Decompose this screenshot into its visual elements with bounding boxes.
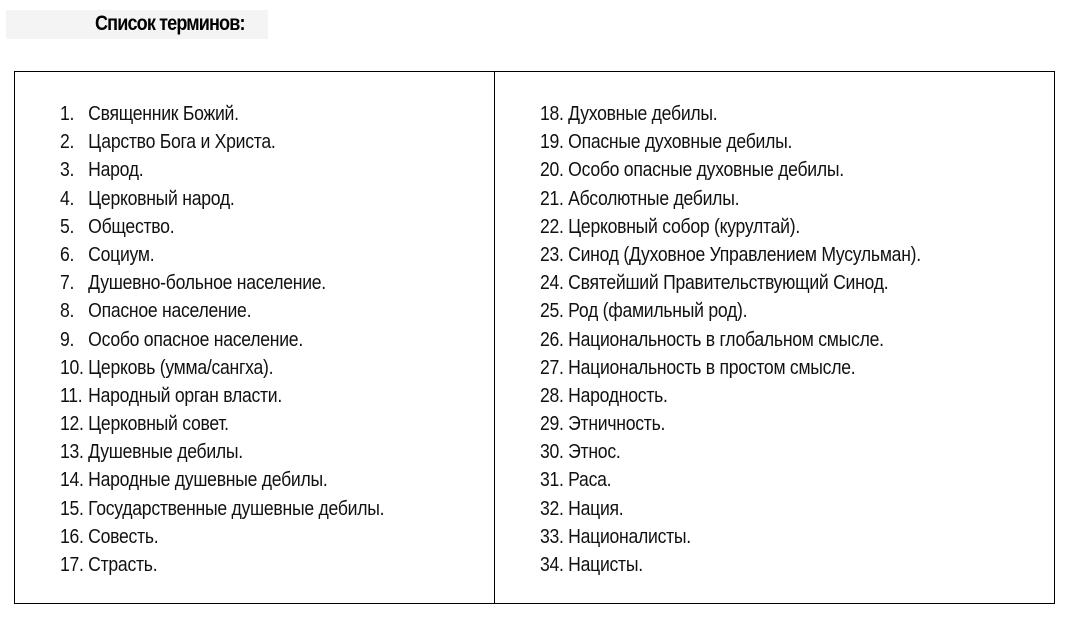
term-item <box>540 354 921 382</box>
term-label: Духовные дебилы. <box>568 103 718 125</box>
term-label: Душевно-больное население. <box>88 272 326 295</box>
term-item <box>540 410 921 438</box>
term-item <box>60 241 384 269</box>
term-label: Род (фамильный род). <box>568 300 748 323</box>
term-label: Народ. <box>88 159 144 182</box>
term-item <box>540 523 921 551</box>
term-number: 2. <box>60 131 75 154</box>
term-label: Церковь (умма/сангха). <box>88 356 274 379</box>
terms-table <box>14 71 1055 604</box>
term-item <box>60 269 384 297</box>
term-item <box>540 326 921 354</box>
term-label: Государственные душевные дебилы. <box>88 497 385 520</box>
term-number: 7. <box>60 272 75 295</box>
term-item <box>60 128 384 156</box>
term-label: Церковный совет. <box>88 413 229 436</box>
terms-column-left <box>15 72 495 603</box>
term-number: 1. <box>60 103 75 125</box>
terms-column-right <box>495 72 1054 603</box>
term-item <box>60 297 384 325</box>
term-number: 4. <box>60 187 75 210</box>
term-label: Народный орган власти. <box>88 384 282 407</box>
term-item <box>540 269 921 297</box>
term-item <box>60 156 384 184</box>
term-label: Особо опасные духовные дебилы. <box>568 159 844 182</box>
term-label: Душевные дебилы. <box>88 441 243 464</box>
term-item <box>540 382 921 410</box>
term-item <box>540 213 921 241</box>
term-number: 24. <box>540 272 564 295</box>
term-item <box>60 354 384 382</box>
term-number: 9. <box>60 328 75 351</box>
term-number: 18. <box>540 103 564 125</box>
term-item <box>540 495 921 523</box>
term-number: 27. <box>540 356 564 379</box>
term-item <box>60 438 384 466</box>
term-item <box>540 100 921 128</box>
term-item <box>60 100 384 128</box>
term-number: 31. <box>540 469 564 492</box>
term-item <box>540 551 921 579</box>
term-label: Церковный народ. <box>88 187 235 210</box>
term-item <box>540 156 921 184</box>
term-label: Священник Божий. <box>88 103 239 125</box>
terms-list-right <box>540 100 973 579</box>
term-label: Синод (Духовное Управлением Мусульман). <box>568 243 921 266</box>
term-label: Общество. <box>88 215 175 238</box>
term-number: 34. <box>540 554 564 576</box>
term-label: Церковный собор (курултай). <box>568 215 800 238</box>
term-label: Этничность. <box>568 413 666 436</box>
term-label: Святейший Правительствующий Синод. <box>568 272 889 295</box>
term-label: Нацисты. <box>568 554 643 576</box>
term-label: Национальность в простом смысле. <box>568 356 856 379</box>
term-item <box>60 185 384 213</box>
term-number: 8. <box>60 300 75 323</box>
page-title: Список терминов: <box>95 12 245 35</box>
term-label: Страсть. <box>88 554 158 576</box>
term-number: 16. <box>60 525 84 548</box>
term-number: 23. <box>540 243 564 266</box>
term-label: Социум. <box>88 243 155 266</box>
term-number: 29. <box>540 413 564 436</box>
term-number: 10. <box>60 356 84 379</box>
term-label: Народность. <box>568 384 668 407</box>
term-number: 6. <box>60 243 75 266</box>
term-number: 11. <box>60 384 83 407</box>
term-item <box>60 551 384 579</box>
term-number: 5. <box>60 215 75 238</box>
term-number: 12. <box>60 413 84 436</box>
term-item <box>540 241 921 269</box>
term-item <box>540 185 921 213</box>
term-label: Опасные духовные дебилы. <box>568 131 793 154</box>
terms-list-left <box>60 100 428 579</box>
term-number: 32. <box>540 497 564 520</box>
term-number: 15. <box>60 497 84 520</box>
term-label: Царство Бога и Христа. <box>88 131 276 154</box>
term-label: Опасное население. <box>88 300 252 323</box>
term-label: Совесть. <box>88 525 159 548</box>
term-number: 25. <box>540 300 564 323</box>
term-label: Националисты. <box>568 525 691 548</box>
term-item <box>60 466 384 494</box>
term-number: 26. <box>540 328 564 351</box>
term-number: 30. <box>540 441 564 464</box>
term-item <box>540 438 921 466</box>
term-label: Национальность в глобальном смысле. <box>568 328 884 351</box>
term-number: 20. <box>540 159 564 182</box>
term-label: Этнос. <box>568 441 621 464</box>
term-item <box>60 495 384 523</box>
term-number: 28. <box>540 384 564 407</box>
term-label: Особо опасное население. <box>88 328 303 351</box>
term-number: 33. <box>540 525 564 548</box>
term-number: 22. <box>540 215 564 238</box>
term-number: 21. <box>540 187 564 210</box>
term-item <box>60 410 384 438</box>
term-item <box>540 297 921 325</box>
term-number: 14. <box>60 469 84 492</box>
term-label: Народные душевные дебилы. <box>88 469 328 492</box>
term-item <box>540 128 921 156</box>
term-label: Абсолютные дебилы. <box>568 187 740 210</box>
term-number: 19. <box>540 131 564 154</box>
term-item <box>60 326 384 354</box>
term-item <box>540 466 921 494</box>
term-item <box>60 523 384 551</box>
term-item <box>60 213 384 241</box>
term-number: 17. <box>60 554 84 576</box>
term-number: 13. <box>60 441 84 464</box>
term-number: 3. <box>60 159 75 182</box>
term-label: Нация. <box>568 497 624 520</box>
term-label: Раса. <box>568 469 612 492</box>
term-item <box>60 382 384 410</box>
